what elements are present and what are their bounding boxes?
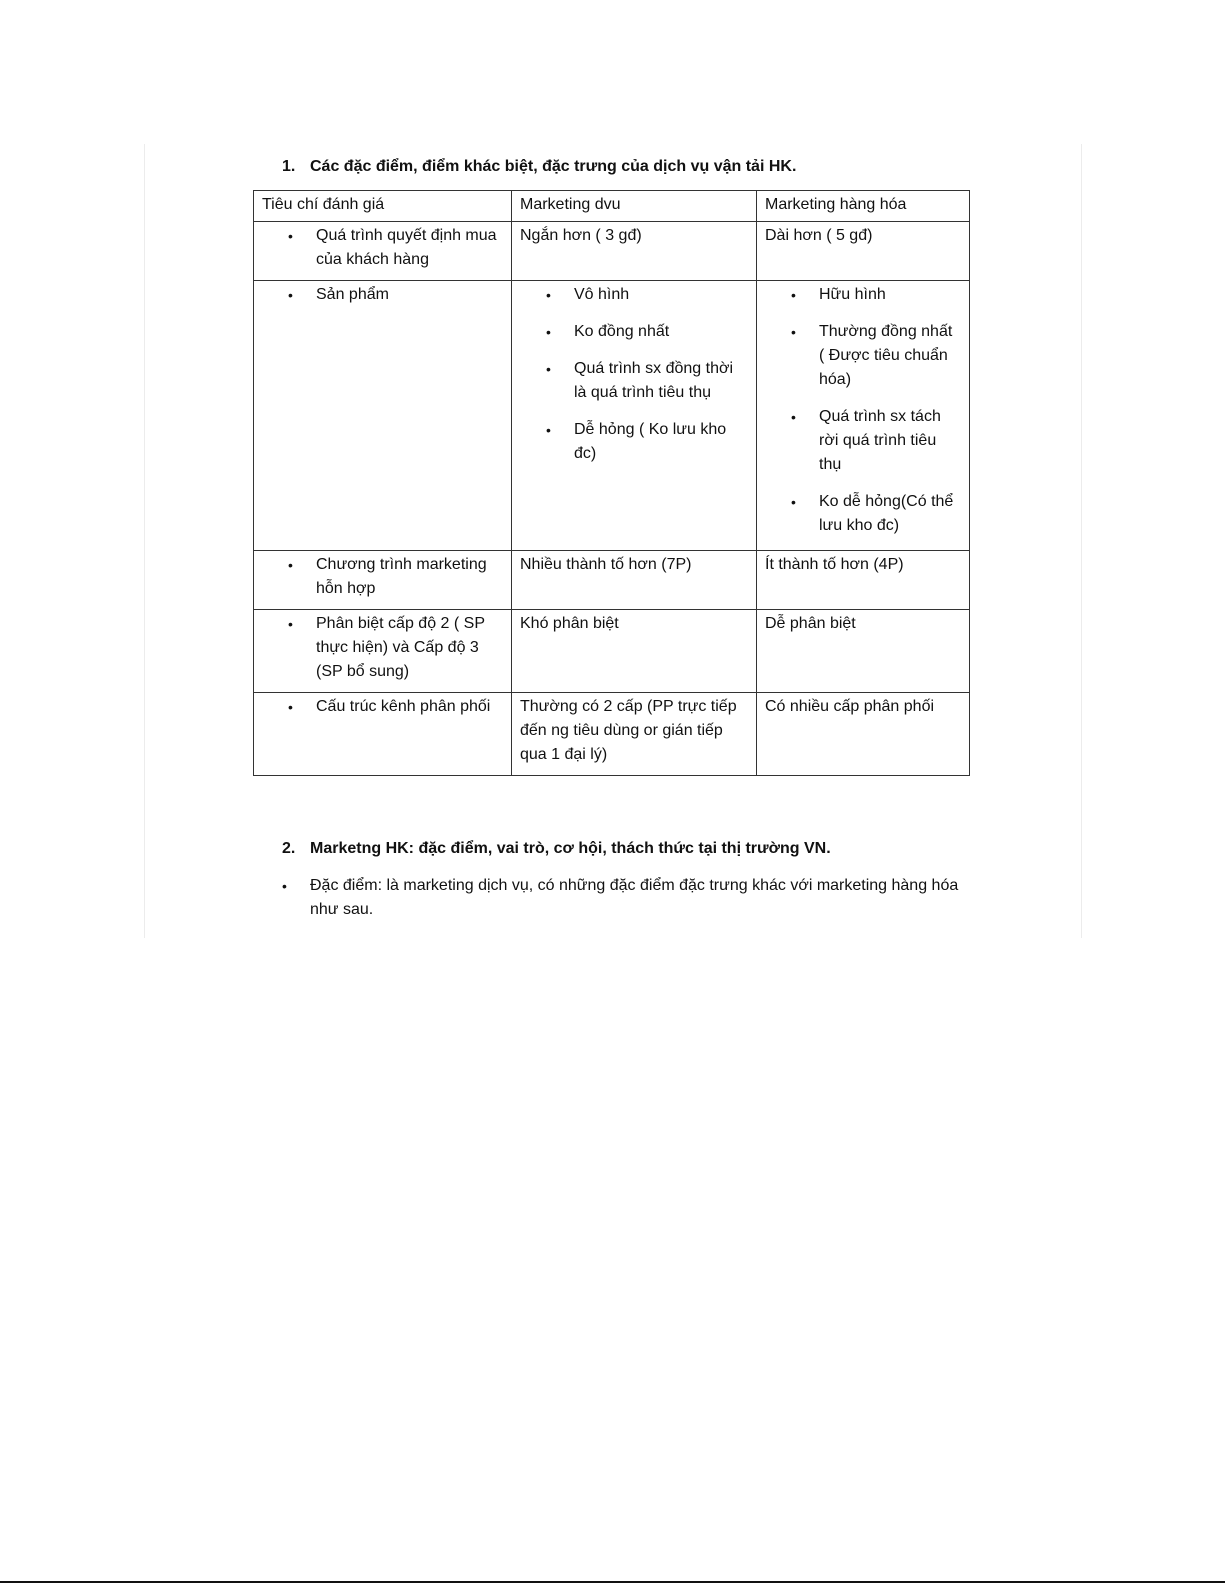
bullet-icon: •	[791, 287, 796, 303]
criterion-text: Phân biệt cấp độ 2 ( SP thực hiện) và Cấp độ 3 (SP bổ sung)	[316, 615, 485, 680]
paragraph-text: Đặc điểm: là marketing dịch vụ, có những đặc điểm đặc trưng khác với marketing hàng hóa như sau.	[310, 877, 959, 918]
service-cell: Ngắn hơn ( 3 gđ)	[512, 222, 757, 281]
criterion-cell	[254, 551, 512, 610]
section-1-heading	[282, 156, 796, 178]
list-item	[765, 283, 961, 307]
goods-cell	[757, 281, 970, 551]
bullet-icon: •	[288, 287, 293, 303]
criterion-text: Sản phẩm	[316, 286, 389, 303]
section-2-heading	[282, 838, 831, 860]
table-row	[254, 610, 970, 693]
list-item-text: Quá trình sx tách rời quá trình tiêu thụ	[819, 408, 941, 473]
goods-cell: Dài hơn ( 5 gđ)	[757, 222, 970, 281]
criterion-cell	[254, 222, 512, 281]
bullet-icon: •	[791, 324, 796, 340]
list-item-text: Vô hình	[574, 286, 630, 303]
bullet-icon: •	[791, 494, 796, 510]
list-item-text: Ko đồng nhất	[574, 323, 670, 340]
table-row	[254, 281, 970, 551]
list-item-text: Hữu hình	[819, 286, 886, 303]
comparison-table	[253, 190, 970, 776]
list-item	[520, 320, 748, 344]
bottom-border-line	[0, 1581, 1225, 1583]
bullet-icon: •	[282, 878, 287, 894]
list-item	[765, 490, 961, 538]
list-item	[520, 357, 748, 405]
section-2-number: 2.	[282, 840, 296, 857]
list-item	[520, 283, 748, 307]
bullet-icon: •	[546, 287, 551, 303]
section-2-paragraph	[282, 874, 972, 922]
service-cell: Khó phân biệt	[512, 610, 757, 693]
table-header-row	[254, 191, 970, 222]
criterion-cell	[254, 281, 512, 551]
list-item	[520, 418, 748, 466]
bullet-icon: •	[546, 361, 551, 377]
bullet-icon: •	[288, 228, 293, 244]
service-cell: Thường có 2 cấp (PP trực tiếp đến ng tiêu dùng or gián tiếp qua 1 đại lý)	[512, 693, 757, 776]
goods-product-list	[765, 283, 961, 538]
header-service-marketing: Marketing dvu	[512, 191, 757, 222]
section-1-number: 1.	[282, 158, 296, 175]
bullet-icon: •	[288, 557, 293, 573]
criterion-cell	[254, 610, 512, 693]
criterion-text: Quá trình quyết định mua của khách hàng	[316, 227, 497, 268]
criterion-cell	[254, 693, 512, 776]
list-item-text: Thường đồng nhất ( Được tiêu chuẩn hóa)	[819, 323, 953, 388]
criterion-text: Cấu trúc kênh phân phối	[316, 698, 491, 715]
bullet-icon: •	[288, 616, 293, 632]
goods-cell: Ít thành tố hơn (4P)	[757, 551, 970, 610]
service-cell: Nhiều thành tố hơn (7P)	[512, 551, 757, 610]
list-item	[765, 320, 961, 392]
table-row	[254, 222, 970, 281]
goods-cell: Dễ phân biệt	[757, 610, 970, 693]
list-item	[765, 405, 961, 477]
list-item-text: Ko dễ hỏng(Có thể lưu kho đc)	[819, 493, 954, 534]
section-1-title: Các đặc điểm, điểm khác biệt, đặc trưng của dịch vụ vận tải HK.	[310, 158, 797, 175]
bullet-icon: •	[791, 409, 796, 425]
bullet-icon: •	[546, 422, 551, 438]
section-2-title: Marketng HK: đặc điểm, vai trò, cơ hội, thách thức tại thị trường VN.	[310, 840, 831, 857]
list-item-text: Dễ hỏng ( Ko lưu kho đc)	[574, 421, 727, 462]
header-criteria: Tiêu chí đánh giá	[254, 191, 512, 222]
table-row	[254, 693, 970, 776]
service-product-list	[520, 283, 748, 466]
goods-cell: Có nhiều cấp phân phối	[757, 693, 970, 776]
bullet-icon: •	[546, 324, 551, 340]
list-item-text: Quá trình sx đồng thời là quá trình tiêu thụ	[574, 360, 734, 401]
header-goods-marketing: Marketing hàng hóa	[757, 191, 970, 222]
bullet-icon: •	[288, 699, 293, 715]
service-cell	[512, 281, 757, 551]
table-row	[254, 551, 970, 610]
criterion-text: Chương trình marketing hỗn hợp	[316, 556, 487, 597]
